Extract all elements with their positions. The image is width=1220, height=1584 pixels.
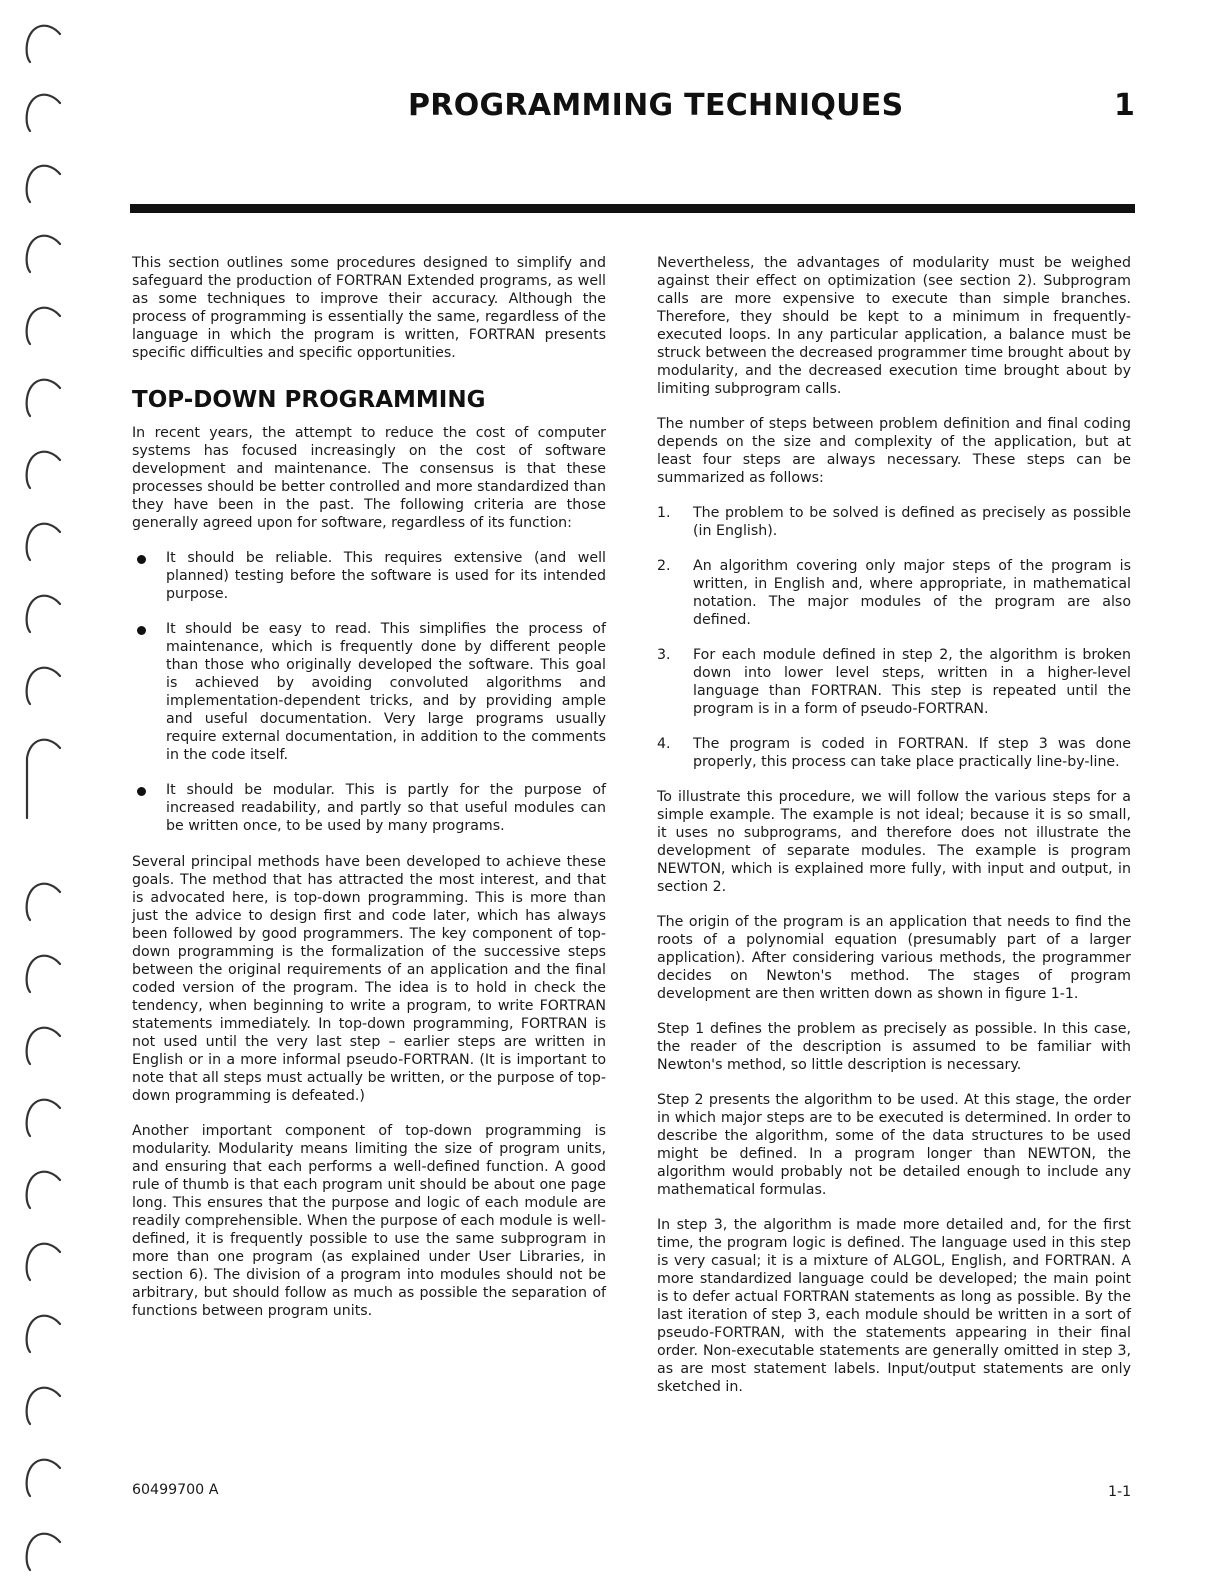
list-item — [657, 646, 1131, 718]
paragraph: In recent years, the attempt to reduce the cost of computer systems has focused increasingly on the cost of software development and maintenance. The consensus is that these processes should be better controlled and more standardized than they have been in the past. The following criteria are those generally agreed upon for software, regardless of its function: — [132, 425, 606, 531]
list-item — [657, 557, 1131, 629]
step-text: The program is coded in FORTRAN. If step 3 was done properly, this process can take place practically line-by-line. — [693, 736, 1131, 770]
paragraph: The origin of the program is an application that needs to find the roots of a polynomial equation (presumably part of a larger application). After considering various methods, the programmer decides on Newton's method. The stages of program development are then written down as shown in figure 1-1. — [657, 914, 1131, 1002]
binder-mark — [27, 668, 60, 704]
step-text: For each module defined in step 2, the algorithm is broken down into lower level steps, written in a higher-level language than FORTRAN. This step is repeated until the program is in a form of pseudo-FORTRAN. — [693, 647, 1131, 717]
list-item — [657, 735, 1131, 771]
step-text: An algorithm covering only major steps of the program is written, in English and, where appropriate, in mathematical notation. The major modules of the program are also defined. — [693, 558, 1131, 628]
bullet-icon — [137, 787, 146, 796]
binder-mark — [27, 1388, 60, 1424]
section-heading: TOP-DOWN PROGRAMMING — [132, 387, 486, 413]
right-column — [657, 254, 1131, 1413]
binder-mark — [27, 1460, 60, 1496]
binder-mark — [27, 380, 60, 416]
left-column — [132, 254, 606, 1337]
header-rule — [130, 204, 1135, 213]
paragraph: To illustrate this procedure, we will follow the various steps for a simple example. The example is not ideal; because it is so small, it uses no subprograms, and therefore does not illustrate the development of separate modules. The example is program NEWTON, which is explained more fully, with input and output, in section 2. — [657, 789, 1131, 895]
binder-mark — [27, 166, 60, 202]
binder-hole-marks — [0, 0, 80, 1584]
list-item — [132, 620, 606, 764]
paragraph: Several principal methods have been developed to achieve these goals. The method that has attracted the most interest, and that is advocated here, is top-down programming. This is more than just the advice to design first and code later, which has always been followed by good programmers. The key component of top-down programming is the formalization of the successive steps between the original requirements of an application and the final coded version of the program. The idea is to hold in check the tendency, when beginning to write a program, to write FORTRAN statements immediately. In top-down programming, FORTRAN is not used until the very last step – earlier steps are written in English or in a more informal pseudo-FORTRAN. (It is important to note that all steps must actually be written, or the purpose of top-down programming is defeated.) — [132, 854, 606, 1104]
list-item — [132, 549, 606, 603]
bullet-icon — [137, 555, 146, 564]
paragraph: The number of steps between problem definition and final coding depends on the size and complexity of the application, but at least four steps are always necessary. These steps can be summarized as follows: — [657, 416, 1131, 486]
step-number: 2. — [657, 558, 671, 574]
binder-mark — [27, 1172, 60, 1208]
step-text: The problem to be solved is defined as precisely as possible (in English). — [693, 505, 1131, 539]
steps-list — [657, 504, 1131, 771]
binder-mark — [27, 452, 60, 488]
criteria-list — [132, 549, 606, 835]
binder-mark — [27, 95, 60, 131]
step-number: 1. — [657, 505, 671, 521]
binder-mark — [27, 26, 60, 62]
binder-mark — [27, 1244, 60, 1280]
list-item — [657, 504, 1131, 540]
binder-mark — [27, 956, 60, 992]
paragraph: In step 3, the algorithm is made more detailed and, for the first time, the program logic is defined. The language used in this step is very casual; it is a mixture of ALGOL, English, and FORTRAN. A more standardized language could be developed; the main point is to defer actual FORTRAN statements as long as possible. By the last iteration of step 3, each module should be written in a sort of pseudo-FORTRAN, with the statements appearing in their final order. Non-executable statements are generally omitted in step 3, as are most statement labels. Input/output statements are only sketched in. — [657, 1217, 1131, 1395]
binder-mark — [27, 596, 60, 632]
paragraph: Step 2 presents the algorithm to be used. At this stage, the order in which major steps are to be executed is determined. In order to describe the algorithm, some of the data structures to be used might be defined. In a program longer than NEWTON, the algorithm would probably not be detailed enough to include any mathematical formulas. — [657, 1092, 1131, 1198]
paragraph: Nevertheless, the advantages of modularity must be weighed against their effect on optimization (see section 2). Subprogram calls are more expensive to execute than simple branches. Therefore, they should be kept to a minimum in frequently-executed loops. In any particular application, a balance must be struck between the decreased programmer time brought about by modularity, and the decreased execution time brought about by limiting subprogram calls. — [657, 255, 1131, 397]
list-item-text: It should be easy to read. This simplifies the process of maintenance, which is frequently done by different people than those who originally developed the software. This goal is achieved by avoiding convoluted algorithms and implementation-dependent tricks, and by providing ample and useful documentation. Very large programs usually require external documentation, in addition to the comments in the code itself. — [166, 621, 606, 763]
bullet-icon — [137, 626, 146, 635]
binder-mark — [27, 236, 60, 272]
list-item — [132, 781, 606, 835]
binder-mark — [27, 1534, 60, 1570]
paragraph: Step 1 defines the problem as precisely as possible. In this case, the reader of the description is assumed to be familiar with Newton's method, so little description is necessary. — [657, 1021, 1131, 1073]
binder-mark — [27, 1028, 60, 1064]
chapter-number: 1 — [1114, 88, 1135, 123]
step-number: 4. — [657, 736, 671, 752]
binder-mark — [27, 308, 60, 344]
page-title: PROGRAMMING TECHNIQUES — [408, 88, 904, 123]
intro-paragraph: This section outlines some procedures designed to simplify and safeguard the production of FORTRAN Extended programs, as well as some techniques to improve their accuracy. Although the process of programming is essentially the same, regardless of the language in which the program is written, FORTRAN presents specific difficulties and specific opportunities. — [132, 255, 606, 361]
binder-mark — [27, 1316, 60, 1352]
step-number: 3. — [657, 647, 671, 663]
binder-mark — [27, 1100, 60, 1136]
binder-mark — [27, 740, 60, 818]
paragraph: Another important component of top-down programming is modularity. Modularity means limiting the size of program units, and ensuring that each performs a well-defined function. A good rule of thumb is that each program unit should be about one page long. This ensures that the purpose and logic of each module are readily comprehensible. When the purpose of each module is well-defined, it is frequently possible to use the same subprogram in more than one program (as explained under User Libraries, in section 6). The division of a program into modules should not be arbitrary, but should follow as much as possible the separation of functions between program units. — [132, 1123, 606, 1319]
page-number: 1-1 — [1108, 1484, 1132, 1500]
binder-mark — [27, 884, 60, 920]
list-item-text: It should be modular. This is partly for the purpose of increased readability, and partly so that useful modules can be written once, to be used by many programs. — [166, 782, 606, 834]
binder-mark — [27, 524, 60, 560]
document-number: 60499700 A — [132, 1482, 219, 1498]
list-item-text: It should be reliable. This requires extensive (and well planned) testing before the software is used for its intended purpose. — [166, 550, 606, 602]
